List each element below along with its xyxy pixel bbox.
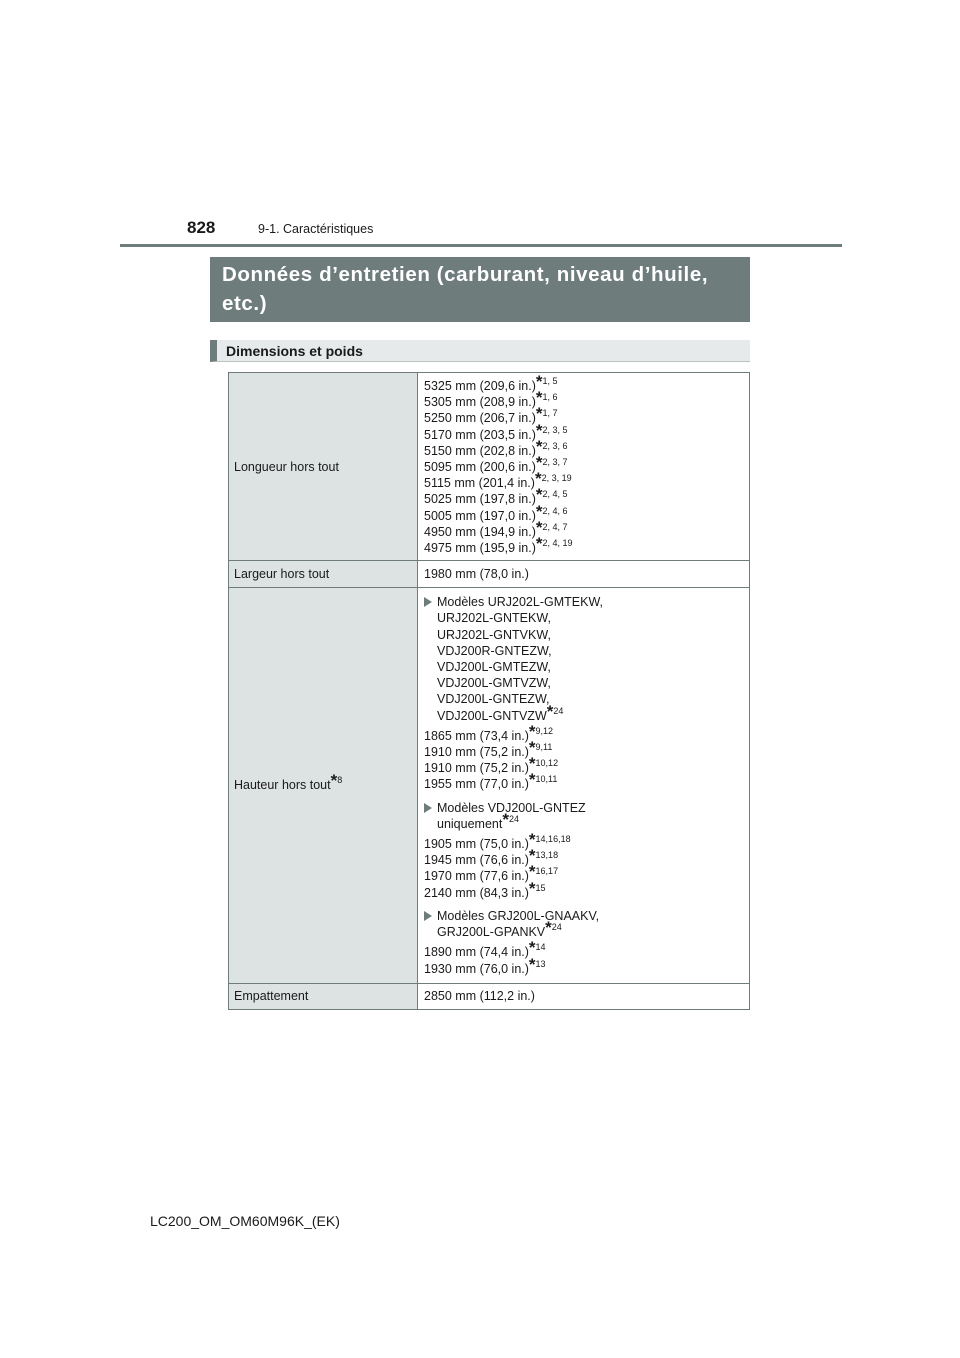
section-label: 9-1. Caractéristiques <box>258 222 374 236</box>
value-text: 1930 mm (76,0 in.) <box>424 961 529 976</box>
value-line <box>424 721 743 744</box>
footnote-ref: 15 <box>535 882 546 893</box>
bullet-triangle-icon <box>424 803 432 813</box>
value-line <box>424 878 743 901</box>
footnote-ref: 16,17 <box>535 866 559 877</box>
footnote-ref: 2, 3, 7 <box>542 457 568 468</box>
value-text: 5170 mm (203,5 in.) <box>424 427 536 442</box>
footnote-star: * <box>546 701 554 721</box>
footnote-ref: 10,11 <box>535 774 558 785</box>
value-line <box>424 501 743 524</box>
value-line <box>424 404 743 426</box>
value-line <box>424 485 743 507</box>
value-text: 2140 mm (84,3 in.) <box>424 885 529 900</box>
model-name <box>437 809 743 832</box>
value-text: 1890 mm (74,4 in.) <box>424 945 529 960</box>
table-row-largeur <box>229 561 750 588</box>
subheading-bar <box>210 340 750 362</box>
height-values <box>424 938 743 976</box>
model-list <box>424 594 743 724</box>
value-line <box>424 534 743 556</box>
page-title: Données d’entretien (carburant, niveau d’huile, etc.) <box>222 263 709 315</box>
footnote-star: * <box>502 809 509 829</box>
footnote-ref: 13,18 <box>535 850 559 861</box>
label-text: Empattement <box>234 989 309 1004</box>
footnote-ref: 14 <box>535 942 546 953</box>
value-line <box>424 770 743 792</box>
row-value <box>418 588 750 983</box>
label-text: Longueur hors tout <box>234 459 339 474</box>
height-values <box>424 721 743 793</box>
footnote-ref: 8 <box>337 775 343 786</box>
subheading-title: Dimensions et poids <box>226 343 363 359</box>
value-text: 1955 mm (77,0 in.) <box>424 777 529 792</box>
model-group-2 <box>424 800 743 901</box>
model-name <box>437 918 743 940</box>
footnote-star: * <box>528 738 536 758</box>
footnote-star: * <box>535 453 543 473</box>
table-row-empattement <box>229 983 750 1009</box>
row-value <box>418 373 750 561</box>
bullet-triangle-icon <box>424 911 432 921</box>
specs-table <box>228 372 750 1010</box>
footnote-ref: 24 <box>551 922 562 933</box>
height-values <box>424 830 743 901</box>
bullet-triangle-icon <box>424 597 432 607</box>
footnote-star: * <box>528 954 536 974</box>
footnote-star: * <box>535 436 543 456</box>
value-text: 1910 mm (75,2 in.) <box>424 745 529 760</box>
value-line <box>424 954 743 977</box>
footnote-star: * <box>534 469 542 489</box>
value-line <box>424 846 743 868</box>
footer-code: LC200_OM_OM60M96K_(EK) <box>150 1213 340 1229</box>
footnote-ref: 24 <box>508 813 519 824</box>
footnote-star: * <box>545 918 552 938</box>
label-text: Largeur hors tout <box>234 567 330 582</box>
value-text: 5150 mm (202,8 in.) <box>424 443 536 458</box>
footnote-star: * <box>528 754 536 774</box>
footnote-ref: 10,12 <box>535 758 559 769</box>
value-line <box>424 388 743 410</box>
footnote-star: * <box>330 771 338 791</box>
label-text: Hauteur hors tout <box>234 778 331 793</box>
table-row-longueur <box>229 373 750 561</box>
model-name <box>437 701 743 724</box>
value-text: 4975 mm (195,9 in.) <box>424 541 536 556</box>
header-rule <box>120 244 842 247</box>
value-text: 1970 mm (77,6 in.) <box>424 869 529 884</box>
value-text: 5095 mm (200,6 in.) <box>424 460 536 475</box>
row-value <box>418 983 750 1009</box>
model-list <box>424 908 743 940</box>
table-row-hauteur <box>229 588 750 983</box>
footnote-ref: 9,11 <box>535 742 553 753</box>
value-text: 1910 mm (75,2 in.) <box>424 761 529 776</box>
value-line <box>424 372 743 394</box>
footnote-ref: 13 <box>535 958 546 969</box>
title-box <box>210 257 750 322</box>
value-lines <box>424 372 743 556</box>
model-name: VDJ200L-GMTVZW, <box>437 676 551 691</box>
footnote-ref: 2, 3, 5 <box>542 424 568 435</box>
value-line <box>424 738 743 760</box>
footnote-star: * <box>535 388 543 408</box>
footnote-ref: 14,16,18 <box>535 834 571 845</box>
footnote-star: * <box>528 830 536 850</box>
footnote-ref: 1, 7 <box>542 408 558 419</box>
footnote-ref: 2, 4, 19 <box>542 538 573 549</box>
row-label <box>229 373 418 561</box>
footnote-star: * <box>528 938 536 958</box>
value-text: 5115 mm (201,4 in.) <box>424 476 535 491</box>
value-text: 4950 mm (194,9 in.) <box>424 524 536 539</box>
model-group-1 <box>424 594 743 792</box>
row-value <box>418 561 750 588</box>
value-line <box>424 938 743 960</box>
footnote-star: * <box>535 404 543 424</box>
footnote-star: * <box>535 420 543 440</box>
model-name-text: VDJ200L-GNTVZW <box>437 708 547 723</box>
value-line <box>424 469 743 491</box>
value-text: 1865 mm (73,4 in.) <box>424 728 529 743</box>
value-text: 1905 mm (75,0 in.) <box>424 837 529 852</box>
row-label <box>229 983 418 1009</box>
model-name: VDJ200L-GMTEZW, <box>437 660 551 675</box>
value-line <box>424 862 743 884</box>
model-name: VDJ200R-GNTEZW, <box>437 643 552 658</box>
value-line <box>424 436 743 459</box>
value-text: 5025 mm (197,8 in.) <box>424 492 536 507</box>
value-text: 1945 mm (76,6 in.) <box>424 853 529 868</box>
footnote-ref: 2, 3, 6 <box>542 440 568 451</box>
footnote-ref: 1, 5 <box>542 376 558 386</box>
footnote-star: * <box>535 501 543 521</box>
footnote-star: * <box>528 878 536 898</box>
value-line <box>424 420 743 443</box>
model-name-text: GRJ200L-GPANKV <box>437 925 546 940</box>
value-text: 5005 mm (197,0 in.) <box>424 508 536 523</box>
footnote-ref: 2, 4, 7 <box>542 521 568 532</box>
footnote-star: * <box>528 770 536 790</box>
model-name-text: uniquement <box>437 816 503 831</box>
footnote-star: * <box>535 372 543 391</box>
footnote-ref: 24 <box>553 705 564 716</box>
footnote-ref: 2, 3, 19 <box>541 473 572 484</box>
value-line <box>424 754 743 776</box>
value-text: 5305 mm (208,9 in.) <box>424 395 536 410</box>
footnote-star: * <box>528 721 536 741</box>
model-name: Modèles URJ202L-GMTEKW, <box>437 595 604 610</box>
value-text: 5325 mm (209,6 in.) <box>424 379 536 393</box>
value-line <box>424 453 743 475</box>
footnote-ref: 9,12 <box>535 725 554 736</box>
footnote-ref: 2, 4, 5 <box>542 489 568 500</box>
row-label <box>229 588 418 983</box>
value-line <box>424 517 743 540</box>
value-text: 5250 mm (206,7 in.) <box>424 411 536 426</box>
value-text: 2850 mm (112,2 in.) <box>424 989 535 1004</box>
model-name: URJ202L-GNTVKW, <box>437 627 551 642</box>
value-line <box>424 830 743 852</box>
model-name: URJ202L-GNTEKW, <box>437 611 551 626</box>
row-label <box>229 561 418 588</box>
footnote-star: * <box>535 517 543 537</box>
model-group-3 <box>424 908 743 977</box>
model-name: Modèles VDJ200L-GNTEZ <box>437 800 586 815</box>
model-list <box>424 800 743 832</box>
model-name: Modèles GRJ200L-GNAAKV, <box>437 908 600 923</box>
footnote-star: * <box>528 846 536 866</box>
page-number: 828 <box>187 218 216 237</box>
model-name: VDJ200L-GNTEZW, <box>437 692 550 707</box>
value-text: 1980 mm (78,0 in.) <box>424 567 529 582</box>
footnote-star: * <box>535 485 543 505</box>
footnote-star: * <box>528 862 536 882</box>
footnote-star: * <box>535 534 543 554</box>
footnote-ref: 1, 6 <box>542 392 558 403</box>
footnote-ref: 2, 4, 6 <box>542 505 568 516</box>
